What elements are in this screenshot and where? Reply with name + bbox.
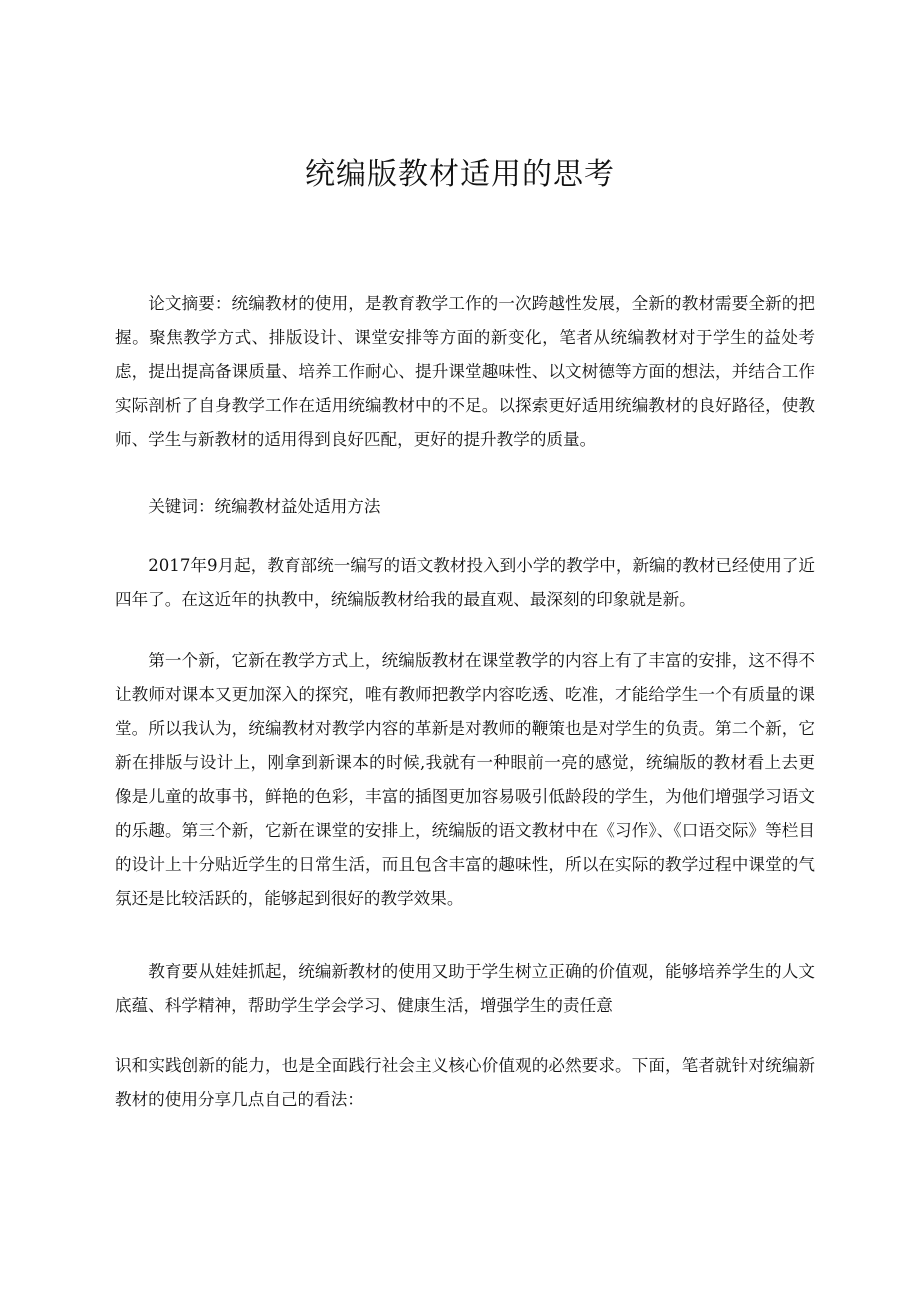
keywords-line: 关键词：统编教材益处适用方法 [148,497,381,516]
education-paragraph-part-1: 教育要从娃娃抓起，统编新教材的使用又助于学生树立正确的价值观，能够培养学生的人文底蕴、科学精神，帮助学生学会学习、健康生活，增强学生的责任意 [115,962,815,1015]
education-paragraph-part-2: 识和实践创新的能力，也是全面践行社会主义核心价值观的必然要求。下面，笔者就针对统编新教材的使用分享几点自己的看法： [115,1056,815,1109]
new-features-paragraph: 第一个新，它新在教学方式上，统编版教材在课堂教学的内容上有了丰富的安排，这不得不让教师对课本又更加深入的探究，唯有教师把教学内容吃透、吃准，才能给学生一个有质量的课堂。所以我认为，统编教材对教学内容的革新是对教师的鞭策也是对学生的负责。第二个新，它新在排版与设计上，刚拿到新课本的时候,我就有一种眼前一亮的感觉，统编版的教材看上去更像是儿童的故事书，鲜艳的色彩，丰富的插图更加容易吸引低龄段的学生，为他们增强学习语文的乐趣。第三个新，它新在课堂的安排上，统编版的语文教材中在《习作》、《口语交际》等栏目的设计上十分贴近学生的日常生活，而且包含丰富的趣味性，所以在实际的教学过程中课堂的气氛还是比较活跃的，能够起到很好的教学效果。 [115,651,815,908]
page-title: 统编版教材适用的思考 [305,157,615,192]
intro-paragraph: 2017年9月起，教育部统一编写的语文教材投入到小学的教学中，新编的教材已经使用了近四年了。在这近年的执教中，统编版教材给我的最直观、最深刻的印象就是新。 [115,556,815,609]
abstract-paragraph: 论文摘要：统编教材的使用，是教育教学工作的一次跨越性发展，全新的教材需要全新的把握。聚焦教学方式、排版设计、课堂安排等方面的新变化，笔者从统编教材对于学生的益处考虑，提出提高备课质量、培养工作耐心、提升课堂趣味性、以文树德等方面的想法，并结合工作实际剖析了自身教学工作在适用统编教材中的不足。以探索更好适用统编教材的良好路径，使教师、学生与新教材的适用得到良好匹配，更好的提升教学的质量。 [115,294,815,449]
